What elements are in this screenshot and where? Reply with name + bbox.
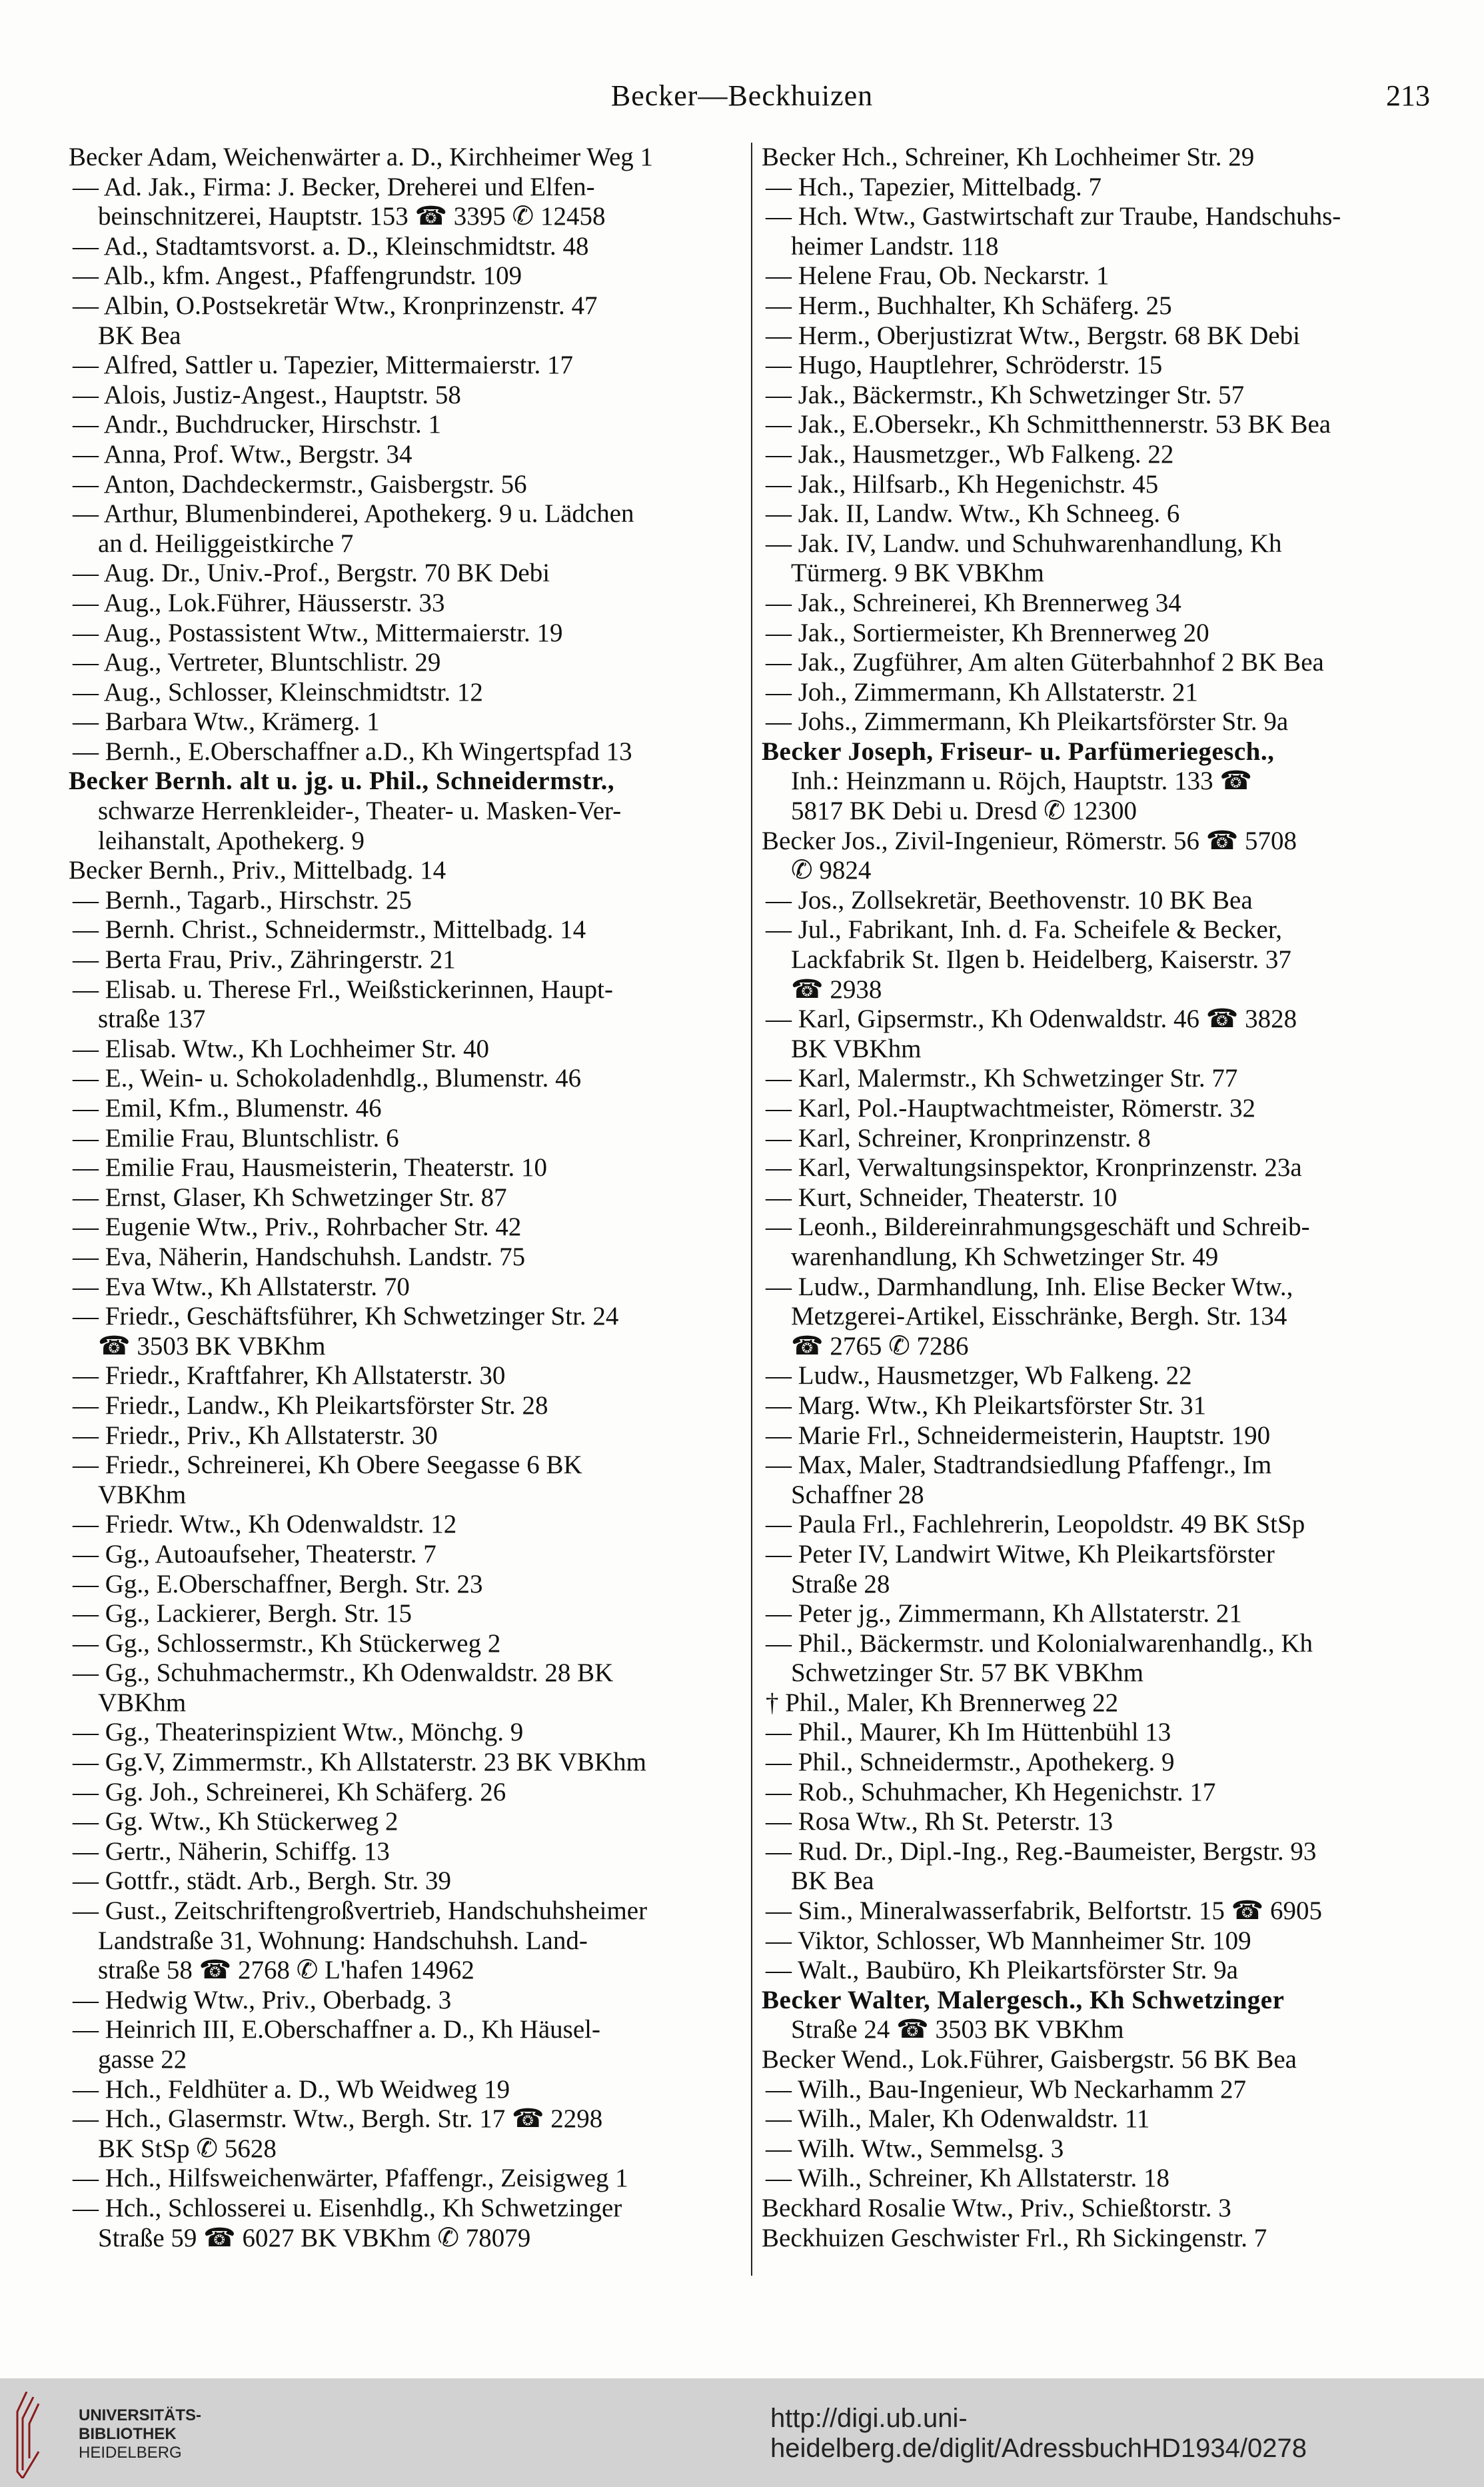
directory-entry-line: Becker Adam, Weichenwärter a. D., Kirchheimer Weg 1 [69, 143, 654, 171]
entry-continuation-line: Inh.: Heinzmann u. Röjch, Hauptstr. 133 ☎ [791, 767, 1252, 796]
directory-entry-line: — Max, Maler, Stadtrandsiedlung Pfaffengr., Im [766, 1450, 1272, 1480]
directory-entry-line: — Emilie Frau, Bluntschlistr. 6 [73, 1123, 399, 1153]
entry-continuation-line: BK VBKhm [791, 1034, 922, 1063]
directory-entry-line: — Herm., Buchhalter, Kh Schäferg. 25 [766, 291, 1172, 320]
entry-continuation-line: warenhandlung, Kh Schwetzinger Str. 49 [791, 1242, 1219, 1271]
directory-entry-line: — Alb., kfm. Angest., Pfaffengrundstr. 109 [73, 261, 522, 291]
directory-entry-line: — Berta Frau, Priv., Zähringerstr. 21 [73, 945, 456, 975]
directory-entry-line: — Friedr., Kraftfahrer, Kh Allstaterstr. 30 [73, 1361, 506, 1390]
directory-entry-line: — Walt., Baubüro, Kh Pleikartsförster Str. 9a [766, 1956, 1238, 1985]
directory-entry-line: — Rosa Wtw., Rh St. Peterstr. 13 [766, 1807, 1113, 1836]
right-column [762, 143, 1435, 2253]
directory-entry-line: Beckhuizen Geschwister Frl., Rh Sickingenstr. 7 [762, 2223, 1267, 2252]
directory-entry-line: — Jak. IV, Landw. und Schuhwarenhandlung, Kh [766, 529, 1282, 558]
directory-entry-line: — Jul., Fabrikant, Inh. d. Fa. Scheifele & Becker, [766, 915, 1283, 945]
column-divider [751, 143, 752, 2276]
directory-entry-line: — Peter IV, Landwirt Witwe, Kh Pleikartsförster [766, 1539, 1275, 1568]
directory-entry-line: — Hch., Tapezier, Mittelbadg. 7 [766, 172, 1102, 201]
directory-entry-line: — Rob., Schuhmacher, Kh Hegenichstr. 17 [766, 1777, 1216, 1806]
directory-entry-line: — Friedr., Priv., Kh Allstaterstr. 30 [73, 1420, 438, 1450]
directory-entry-line: — Bernh., Tagarb., Hirschstr. 25 [73, 885, 412, 915]
entry-continuation-line: ☎ 2938 [791, 975, 882, 1004]
directory-entry-line: — Jak., Zugführer, Am alten Güterbahnhof 2 BK Bea [766, 648, 1324, 677]
directory-entry-line: — E., Wein- u. Schokoladenhdlg., Blumenstr. 46 [73, 1064, 582, 1093]
directory-entry-line: — Karl, Malermstr., Kh Schwetzinger Str. 77 [766, 1064, 1238, 1093]
directory-entry-line: — Aug., Schlosser, Kleinschmidtstr. 12 [73, 677, 483, 707]
directory-entry-line: — Wilh., Schreiner, Kh Allstaterstr. 18 [766, 2164, 1169, 2193]
directory-entry-line: — Jak., Hausmetzger., Wb Falkeng. 22 [766, 439, 1174, 469]
directory-entry-line: — Andr., Buchdrucker, Hirschstr. 1 [73, 410, 442, 439]
directory-entry-line: — Gg.V, Zimmermstr., Kh Allstaterstr. 23 BK VBKhm [73, 1748, 646, 1777]
directory-entry-line: — Wilh., Maler, Kh Odenwaldstr. 11 [766, 2104, 1150, 2134]
source-url[interactable]: http://digi.ub.uni-heidelberg.de/diglit/AdressbuchHD1934/0278 [770, 2404, 1307, 2463]
entry-continuation-line: BK Bea [791, 1866, 874, 1896]
entry-continuation-line: VBKhm [98, 1688, 187, 1717]
page-number: 213 [1386, 79, 1430, 112]
directory-entry-line: — Aug., Vertreter, Bluntschlistr. 29 [73, 648, 441, 677]
directory-entry-line: — Friedr., Geschäftsführer, Kh Schwetzinger Str. 24 [73, 1302, 619, 1331]
directory-entry-line: Becker Bernh. alt u. jg. u. Phil., Schneidermstr., [69, 767, 615, 796]
entry-continuation-line: BK Bea [98, 321, 181, 350]
entry-continuation-line: Lackfabrik St. Ilgen b. Heidelberg, Kaiserstr. 37 [791, 945, 1291, 975]
directory-entry-line: — Gust., Zeitschriftengroßvertrieb, Handschuhsheimer [73, 1896, 648, 1926]
directory-entry-line: Becker Walter, Malergesch., Kh Schwetzinger [762, 1985, 1285, 2014]
directory-entry-line: — Ernst, Glaser, Kh Schwetzinger Str. 87 [73, 1183, 507, 1212]
directory-entry-line: — Emil, Kfm., Blumenstr. 46 [73, 1094, 382, 1123]
directory-entry-line: — Anna, Prof. Wtw., Bergstr. 34 [73, 439, 412, 469]
directory-entry-line: — Hedwig Wtw., Priv., Oberbadg. 3 [73, 1985, 452, 2014]
directory-entry-line: — Heinrich III, E.Oberschaffner a. D., Kh Häusel- [73, 2015, 600, 2044]
library-logo-text [79, 2406, 201, 2462]
directory-entry-line: — Aug., Postassistent Wtw., Mittermaierstr. 19 [73, 618, 563, 647]
directory-entry-line: † Phil., Maler, Kh Brennerweg 22 [766, 1688, 1119, 1717]
directory-entry-line: — Emilie Frau, Hausmeisterin, Theaterstr. 10 [73, 1153, 547, 1183]
directory-entry-line: — Ad., Stadtamtsvorst. a. D., Kleinschmidtstr. 48 [73, 231, 589, 261]
directory-entry-line: — Phil., Schneidermstr., Apothekerg. 9 [766, 1748, 1175, 1777]
directory-entry-line: — Elisab. Wtw., Kh Lochheimer Str. 40 [73, 1034, 489, 1063]
directory-entry-line: — Gg., E.Oberschaffner, Bergh. Str. 23 [73, 1569, 483, 1598]
directory-entry-line: — Phil., Maurer, Kh Im Hüttenbühl 13 [766, 1718, 1171, 1747]
library-logo-icon [15, 2392, 41, 2478]
directory-entry-line: — Friedr., Landw., Kh Pleikartsförster Str. 28 [73, 1390, 548, 1420]
directory-entry-line: — Gg., Schlossermstr., Kh Stückerweg 2 [73, 1628, 501, 1658]
directory-entry-line: — Elisab. u. Therese Frl., Weißstickerinnen, Haupt- [73, 975, 613, 1004]
directory-entry-line: — Peter jg., Zimmermann, Kh Allstaterstr. 21 [766, 1599, 1242, 1628]
entry-continuation-line: Metzgerei-Artikel, Eisschränke, Bergh. Str. 134 [791, 1302, 1287, 1331]
directory-entry-line: — Bernh. Christ., Schneidermstr., Mittelbadg. 14 [73, 915, 586, 945]
entry-continuation-line: straße 137 [98, 1005, 206, 1034]
directory-entry-line: Becker Bernh., Priv., Mittelbadg. 14 [69, 856, 446, 885]
entry-continuation-line: Schwetzinger Str. 57 BK VBKhm [791, 1658, 1144, 1688]
entry-continuation-line: an d. Heiliggeistkirche 7 [98, 529, 354, 558]
directory-entry-line: — Johs., Zimmermann, Kh Pleikartsförster Str. 9a [766, 707, 1289, 737]
directory-entry-line: Becker Joseph, Friseur- u. Parfümeriegesch., [762, 737, 1275, 766]
directory-entry-line: — Arthur, Blumenbinderei, Apothekerg. 9 u. Lädchen [73, 499, 634, 529]
directory-entry-line: — Albin, O.Postsekretär Wtw., Kronprinzenstr. 47 [73, 291, 598, 320]
directory-entry-line: — Paula Frl., Fachlehrerin, Leopoldstr. 49 BK StSp [766, 1510, 1305, 1539]
entry-continuation-line: Straße 24 ☎ 3503 BK VBKhm [791, 2015, 1124, 2044]
directory-entry-line: — Helene Frau, Ob. Neckarstr. 1 [766, 261, 1110, 291]
entry-continuation-line: straße 58 ☎ 2768 ✆ L'hafen 14962 [98, 1956, 474, 1985]
entry-continuation-line: Türmerg. 9 BK VBKhm [791, 559, 1044, 588]
directory-entry-line: — Kurt, Schneider, Theaterstr. 10 [766, 1183, 1117, 1212]
directory-entry-line: — Gg., Lackierer, Bergh. Str. 15 [73, 1599, 412, 1628]
directory-entry-line: — Karl, Verwaltungsinspektor, Kronprinzenstr. 23a [766, 1153, 1302, 1183]
directory-entry-line: — Jak., Bäckermstr., Kh Schwetzinger Str. 57 [766, 380, 1245, 409]
entry-continuation-line: Schaffner 28 [791, 1480, 924, 1509]
directory-entry-line: — Friedr. Wtw., Kh Odenwaldstr. 12 [73, 1510, 457, 1539]
directory-entry-line: — Karl, Pol.-Hauptwachtmeister, Römerstr. 32 [766, 1094, 1255, 1123]
directory-entry-line: — Eugenie Wtw., Priv., Rohrbacher Str. 42 [73, 1213, 522, 1242]
directory-entry-line: — Sim., Mineralwasserfabrik, Belfortstr. 15 ☎ 6905 [766, 1896, 1322, 1926]
directory-entry-line: — Marg. Wtw., Kh Pleikartsförster Str. 31 [766, 1390, 1207, 1420]
directory-entry-line: — Marie Frl., Schneidermeisterin, Hauptstr. 190 [766, 1420, 1271, 1450]
directory-entry-line: — Jak., Sortiermeister, Kh Brennerweg 20 [766, 618, 1209, 647]
directory-entry-line: — Alois, Justiz-Angest., Hauptstr. 58 [73, 380, 461, 409]
entry-continuation-line: Landstraße 31, Wohnung: Handschuhsh. Land- [98, 1926, 588, 1955]
directory-entry-line: Becker Hch., Schreiner, Kh Lochheimer Str. 29 [762, 143, 1255, 171]
directory-entry-line: — Jak. II, Landw. Wtw., Kh Schneeg. 6 [766, 499, 1180, 529]
directory-entry-line: — Jos., Zollsekretär, Beethovenstr. 10 BK Bea [766, 885, 1253, 915]
directory-entry-line: — Aug. Dr., Univ.-Prof., Bergstr. 70 BK Debi [73, 559, 550, 588]
left-column [69, 143, 742, 2253]
entry-continuation-line: beinschnitzerei, Hauptstr. 153 ☎ 3395 ✆ 12458 [98, 202, 606, 231]
directory-entry-line: — Gg. Joh., Schreinerei, Kh Schäferg. 26 [73, 1777, 506, 1806]
directory-entry-line: — Gg., Autoaufseher, Theaterstr. 7 [73, 1539, 436, 1568]
directory-entry-line: — Aug., Lok.Führer, Häusserstr. 33 [73, 588, 445, 617]
directory-entry-line: — Alfred, Sattler u. Tapezier, Mittermaierstr. 17 [73, 351, 573, 380]
running-header: Becker—Beckhuizen [610, 79, 874, 112]
entry-continuation-line: 5817 BK Debi u. Dresd ✆ 12300 [791, 797, 1137, 826]
directory-entry-line: — Jak., E.Obersekr., Kh Schmitthennerstr. 53 BK Bea [766, 410, 1331, 439]
directory-entry-line: — Gottfr., städt. Arb., Bergh. Str. 39 [73, 1866, 452, 1896]
logo-line: BIBLIOTHEK [79, 2425, 177, 2443]
footer-bar [0, 2378, 1484, 2487]
directory-entry-line: — Joh., Zimmermann, Kh Allstaterstr. 21 [766, 677, 1198, 707]
directory-entry-line: Becker Wend., Lok.Führer, Gaisbergstr. 56 BK Bea [762, 2045, 1297, 2074]
directory-entry-line: — Friedr., Schreinerei, Kh Obere Seegasse 6 BK [73, 1450, 582, 1480]
entry-continuation-line: VBKhm [98, 1480, 187, 1509]
entry-continuation-line: BK StSp ✆ 5628 [98, 2134, 277, 2163]
directory-entry-line: — Hch., Hilfsweichenwärter, Pfaffengr., Zeisigweg 1 [73, 2164, 628, 2193]
entry-continuation-line: Straße 28 [791, 1569, 890, 1598]
logo-line: UNIVERSITÄTS- [79, 2406, 202, 2424]
directory-entry-line: Becker Jos., Zivil-Ingenieur, Römerstr. 56 ☎ 5708 [762, 826, 1297, 855]
directory-entry-line: — Phil., Bäckermstr. und Kolonialwarenhandlg., Kh [766, 1628, 1313, 1658]
directory-entry-line: — Jak., Schreinerei, Kh Brennerweg 34 [766, 588, 1181, 617]
directory-entry-line: — Ad. Jak., Firma: J. Becker, Dreherei und Elfen- [73, 172, 595, 201]
directory-entry-line: — Eva Wtw., Kh Allstaterstr. 70 [73, 1272, 410, 1301]
directory-entry-line: — Gg., Theaterinspizient Wtw., Mönchg. 9 [73, 1718, 524, 1747]
entry-continuation-line: ☎ 3503 BK VBKhm [98, 1331, 326, 1360]
directory-entry-line: — Ludw., Darmhandlung, Inh. Elise Becker Wtw., [766, 1272, 1293, 1301]
directory-entry-line: — Gertr., Näherin, Schiffg. 13 [73, 1836, 390, 1866]
directory-entry-line: — Gg. Wtw., Kh Stückerweg 2 [73, 1807, 398, 1836]
directory-entry-line: — Hch., Schlosserei u. Eisenhdlg., Kh Schwetzinger [73, 2193, 622, 2222]
entry-continuation-line: ☎ 2765 ✆ 7286 [791, 1331, 969, 1360]
directory-entry-line: — Wilh. Wtw., Semmelsg. 3 [766, 2134, 1064, 2163]
directory-entry-line: — Wilh., Bau-Ingenieur, Wb Neckarhamm 27 [766, 2074, 1247, 2104]
directory-entry-line: — Eva, Näherin, Handschuhsh. Landstr. 75 [73, 1242, 526, 1271]
directory-entry-line: — Hugo, Hauptlehrer, Schröderstr. 15 [766, 351, 1163, 380]
directory-entry-line: — Jak., Hilfsarb., Kh Hegenichstr. 45 [766, 469, 1159, 499]
entry-continuation-line: schwarze Herrenkleider-, Theater- u. Masken-Ver- [98, 797, 622, 826]
directory-entry-line: — Leonh., Bildereinrahmungsgeschäft und Schreib- [766, 1213, 1310, 1242]
entry-continuation-line: leihanstalt, Apothekerg. 9 [98, 826, 365, 855]
directory-entry-line: — Barbara Wtw., Krämerg. 1 [73, 707, 380, 737]
directory-entry-line: — Hch., Feldhüter a. D., Wb Weidweg 19 [73, 2074, 510, 2104]
directory-entry-line: — Anton, Dachdeckermstr., Gaisbergstr. 56 [73, 469, 527, 499]
directory-entry-line: — Hch., Glasermstr. Wtw., Bergh. Str. 17 ☎ 2298 [73, 2104, 603, 2134]
directory-entry-line: — Rud. Dr., Dipl.-Ing., Reg.-Baumeister, Bergstr. 93 [766, 1836, 1317, 1866]
entry-continuation-line: heimer Landstr. 118 [791, 231, 999, 261]
logo-line: HEIDELBERG [79, 2444, 182, 2462]
directory-entry-line: — Hch. Wtw., Gastwirtschaft zur Traube, Handschuhs- [766, 202, 1341, 231]
directory-entry-line: — Viktor, Schlosser, Wb Mannheimer Str. 109 [766, 1926, 1251, 1955]
directory-entry-line: — Karl, Schreiner, Kronprinzenstr. 8 [766, 1123, 1151, 1153]
entry-continuation-line: ✆ 9824 [791, 856, 872, 885]
directory-entry-line: — Gg., Schuhmachermstr., Kh Odenwaldstr. 28 BK [73, 1658, 614, 1688]
entry-continuation-line: Straße 59 ☎ 6027 BK VBKhm ✆ 78079 [98, 2223, 531, 2252]
entry-continuation-line: gasse 22 [98, 2045, 187, 2074]
directory-entry-line: — Herm., Oberjustizrat Wtw., Bergstr. 68 BK Debi [766, 321, 1300, 350]
directory-entry-line: — Ludw., Hausmetzger, Wb Falkeng. 22 [766, 1361, 1192, 1390]
directory-entry-line: Beckhard Rosalie Wtw., Priv., Schießtorstr. 3 [762, 2193, 1231, 2222]
directory-entry-line: — Bernh., E.Oberschaffner a.D., Kh Wingertspfad 13 [73, 737, 632, 766]
directory-entry-line: — Karl, Gipsermstr., Kh Odenwaldstr. 46 ☎ 3828 [766, 1005, 1297, 1034]
